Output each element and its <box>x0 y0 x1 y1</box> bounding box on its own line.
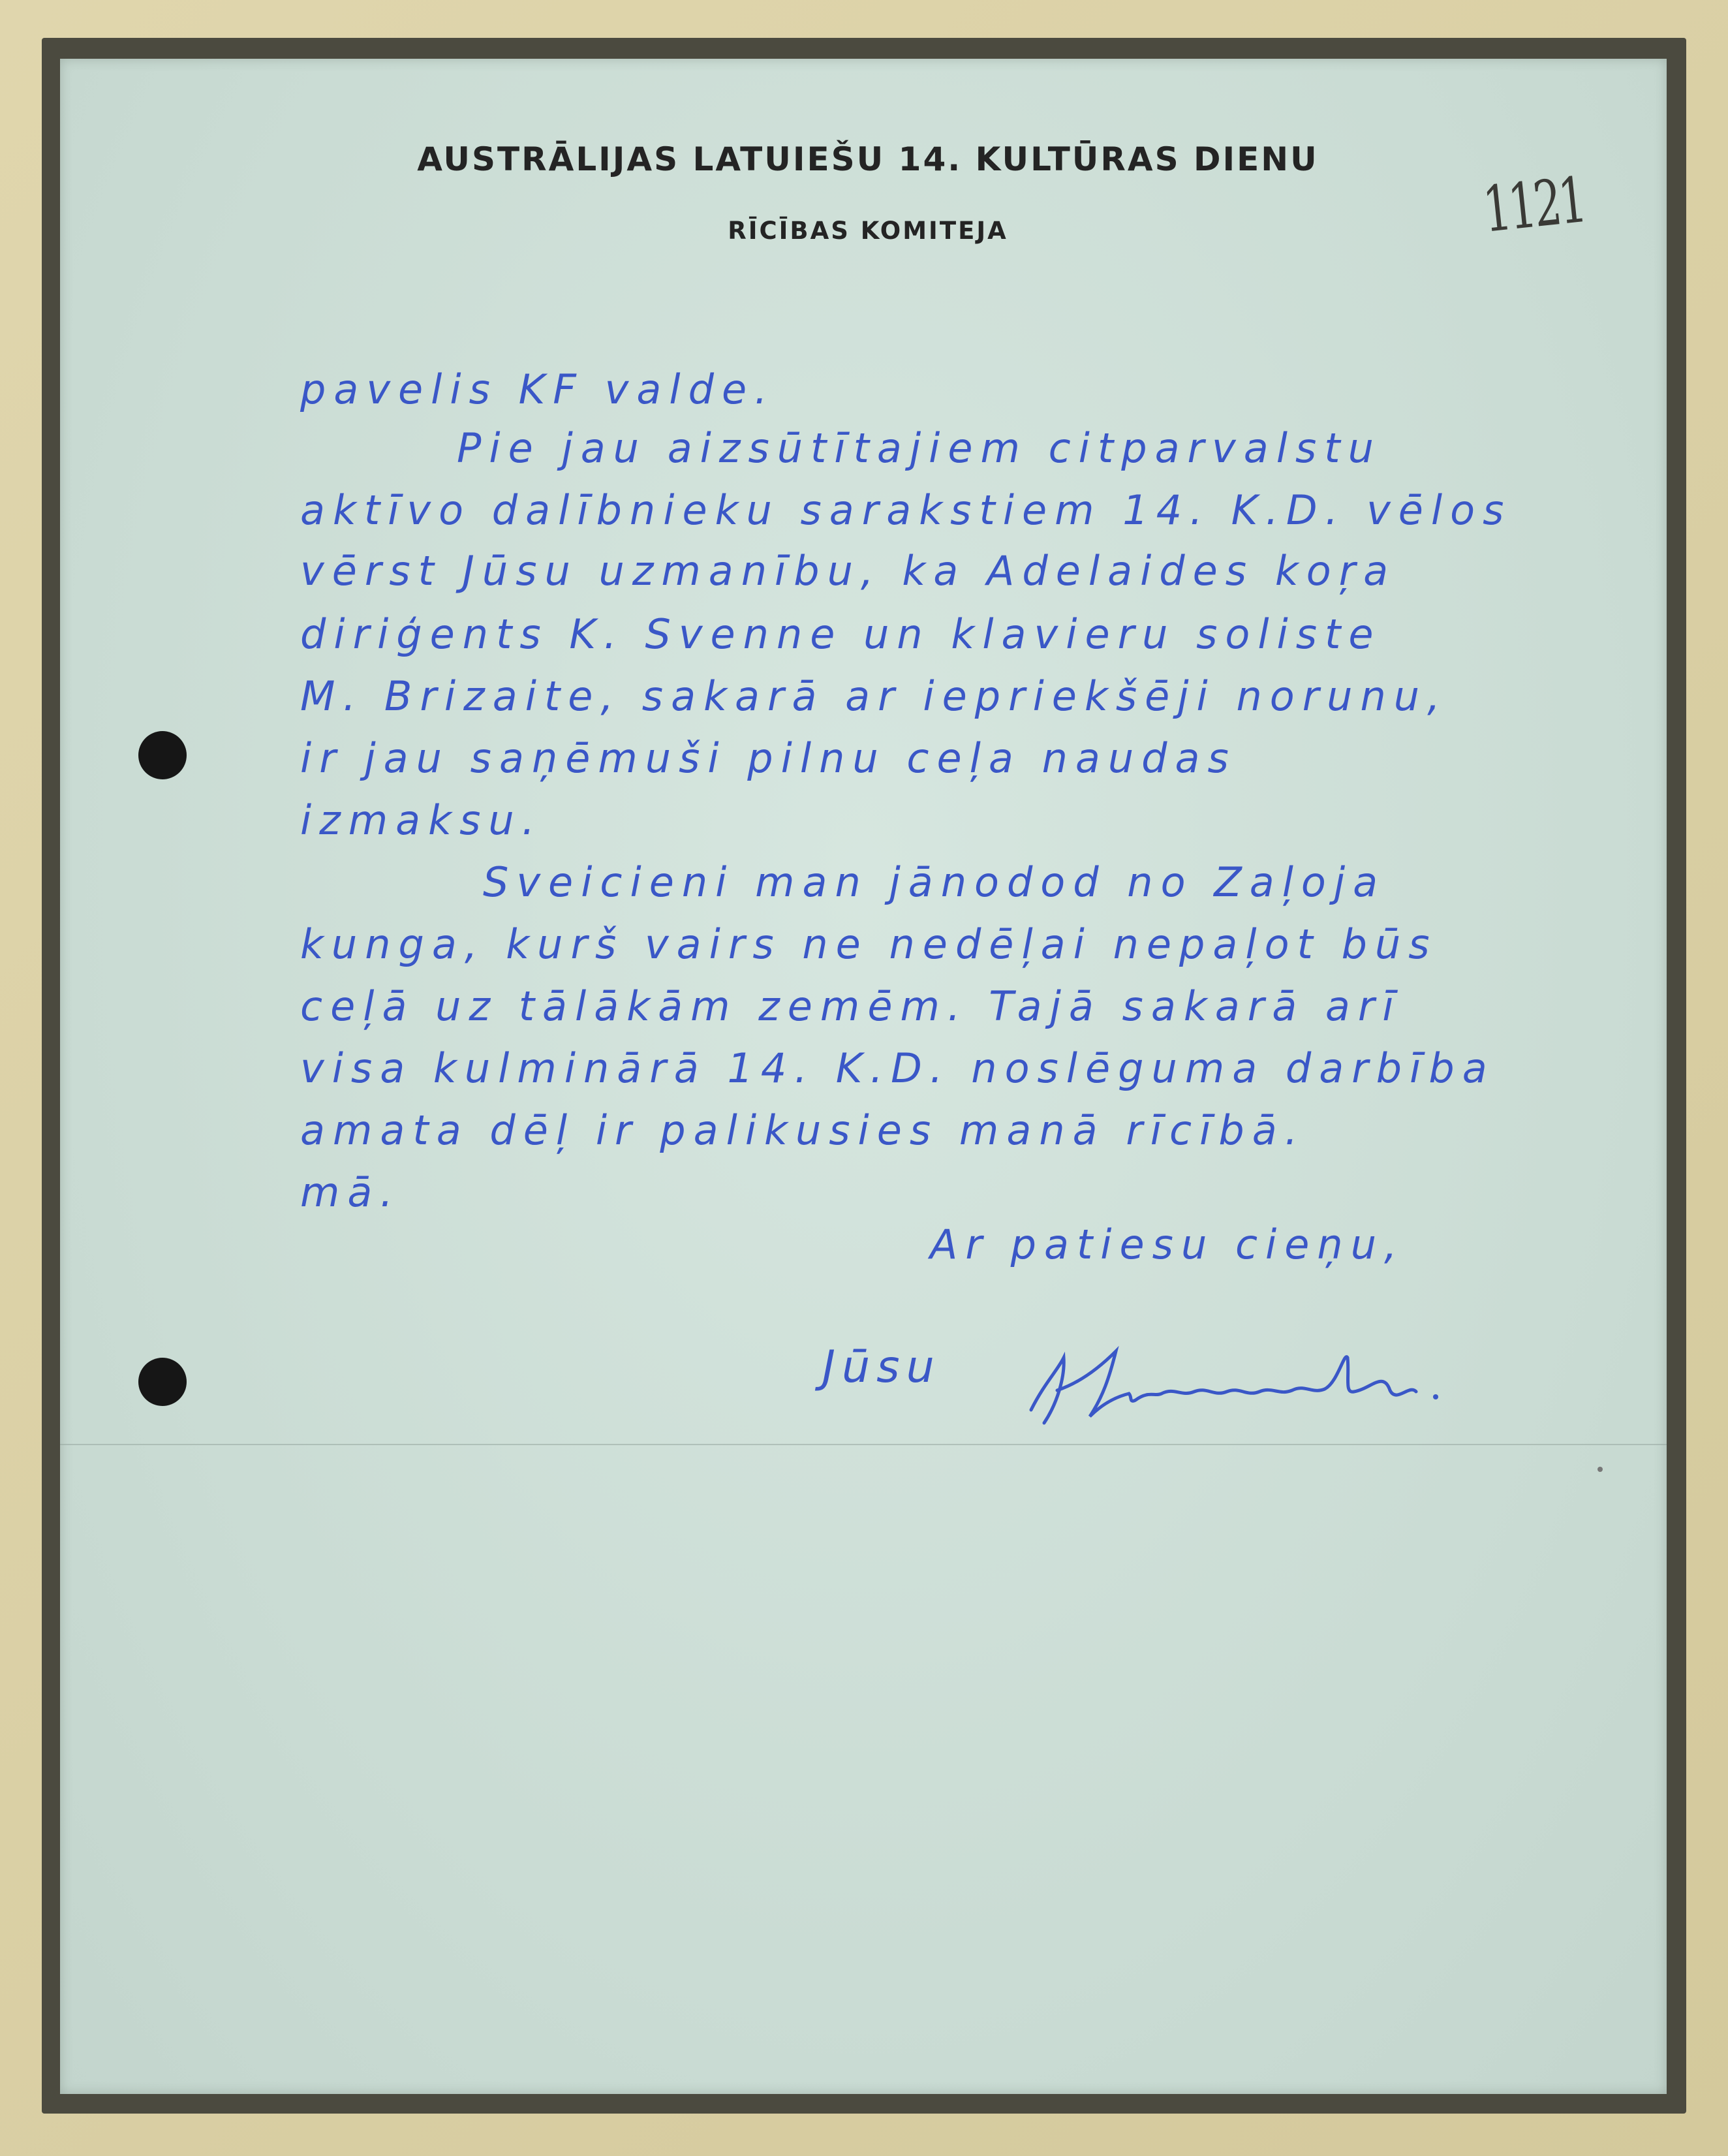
letter-line: Sveicieni man jānodod no Zaļoja <box>483 858 1386 906</box>
letter-line: mā. <box>300 1168 401 1216</box>
signature-prefix: Jūsu <box>822 1341 941 1393</box>
letter-line: izmaksu. <box>300 796 543 844</box>
punch-hole-lower <box>138 1358 187 1406</box>
letter-line: vērst Jūsu uzmanību, ka Adelaides koŗa <box>300 547 1396 595</box>
letterhead-subtitle: RĪCĪBAS KOMITEJA <box>728 217 1008 245</box>
handwritten-signature <box>1018 1332 1488 1436</box>
letter-line: pavelis KF valde. <box>300 366 775 413</box>
paper-speck <box>1597 1467 1603 1472</box>
paper-fold-line <box>60 1444 1667 1445</box>
letter-line: aktīvo dalībnieku sarakstiem 14. K.D. vēlos <box>300 486 1512 534</box>
letter-line: amata dēļ ir palikusies manā rīcībā. <box>300 1106 1306 1154</box>
letter-line: ceļā uz tālākām zemēm. Tajā sakarā arī <box>300 982 1402 1030</box>
letter-line: kunga, kurš vairs ne nedēļai nepaļot būs <box>300 920 1438 968</box>
letter-line: diriģents K. Svenne un klavieru soliste <box>300 610 1381 658</box>
archive-page-number: 1121 <box>1479 163 1588 247</box>
letter-line: ir jau saņēmuši pilnu ceļa naudas <box>300 734 1237 782</box>
letter-line: Pie jau aizsūtītajiem citparvalstu <box>457 424 1381 472</box>
letter-line: visa kulminārā 14. K.D. noslēguma darbība <box>300 1044 1495 1092</box>
letter-line: M. Brizaite, sakarā ar iepriekšēji norunu, <box>300 672 1448 720</box>
punch-hole-upper <box>138 731 187 779</box>
letterhead-title: AUSTRĀLIJAS LATUIEŠU 14. KULTŪRAS DIENU <box>417 140 1319 178</box>
closing-salutation: Ar patiesu cieņu, <box>930 1221 1405 1268</box>
